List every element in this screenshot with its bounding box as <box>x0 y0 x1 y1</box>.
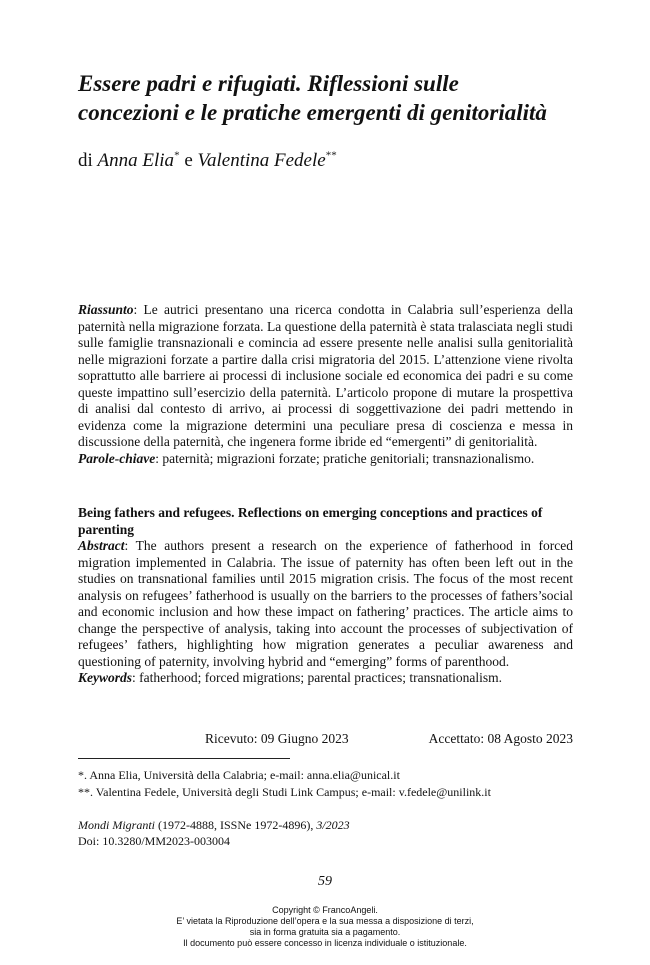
page-number: 59 <box>318 874 332 889</box>
author-1-footnote-mark: * <box>174 149 180 162</box>
journal-info <box>78 817 573 849</box>
author-2-name: Valentina Fedele <box>197 150 326 171</box>
copyright-notice <box>0 905 650 949</box>
author-line <box>78 149 337 173</box>
article-title <box>78 69 588 127</box>
footnote-author-2: **. Valentina Fedele, Università degli Studi Link Campus; e-mail: v.fedele@unilink.it <box>78 785 491 799</box>
english-title: Being fathers and refugees. Reflections on emerging conceptions and practices of parenting <box>78 505 543 537</box>
author-1-name: Anna Elia <box>97 150 175 171</box>
copyright-line-1: Copyright © FrancoAngeli. <box>272 905 378 915</box>
keywords-label: Keywords <box>78 670 132 685</box>
parole-chiave-label: Parole-chiave <box>78 450 156 466</box>
riassunto-label: Riassunto <box>78 302 134 317</box>
author-prefix: di <box>78 150 98 171</box>
journal-doi: Doi: 10.3280/MM2023-003004 <box>78 834 231 848</box>
copyright-line-3: sia in forma gratuita sia a pagamento. <box>249 927 401 937</box>
italian-keywords <box>78 451 573 468</box>
journal-issn: (1972-4888, ISSNe 1972-4896), <box>155 818 317 832</box>
copyright-line-2: E’ vietata la Riproduzione dell’opera e la sua messa a disposizione di terzi, <box>176 916 474 926</box>
italian-abstract <box>78 302 573 467</box>
author-conjunction: e <box>179 150 198 171</box>
footnote-divider <box>78 758 290 759</box>
journal-citation <box>78 817 573 833</box>
abstract-label: Abstract <box>78 538 125 553</box>
english-abstract-paragraph <box>78 538 573 670</box>
abstract-text: : The authors present a research on the experience of fatherhood in forced migration implemented in Calabria. The issue of paternity has often been left out in the studies on transnational families until 2015 migration crisis. The focus of the most recent analysis on refugees’ fatherhood is usually on the barriers to the processes of fathers’social and economic inclusion and how these impact on fathering’ practices. The article aims to change the perspective of analysis, taking into account the processes of subjectivation of refugees’ fathers, highlighting how migration generates a peculiar awareness and questioning of paternity, involving hybrid and “emerging” forms of parenthood. <box>78 538 573 669</box>
parole-chiave-text: : paternità; migrazioni forzate; pratiche genitoriali; transnazionalismo. <box>155 450 535 466</box>
title-line-1: Essere padri e rifugiati. Riflessioni sulle <box>78 71 459 96</box>
journal-name: Mondi Migranti <box>78 818 155 832</box>
received-date: Ricevuto: 09 Giugno 2023 <box>205 731 349 746</box>
riassunto-text: : Le autrici presentano una ricerca condotta in Calabria sull’esperienza della paternità nella migrazione forzata. La questione della paternità è stata tralasciata negli studi sulle famiglie transnazionali e comincia ad essere presente nelle analisi sulla genitorialità nelle migrazioni forzate a partire dalla crisi migratoria del 2015. L’attenzione viene rivolta soprattutto alle barriere ai processi di inclusione sociale ed economica dei padri e su come queste impattino sull’esercizio della paternità. L’articolo propone di mutare la prospettiva di analisi dal contesto di arrivo, ai processi di soggettivazione dei padri mettendo in evidenza come la migrazione determini una peculiare presa di coscienza e messa in discussione della paternità, che ingenera forme ibride ed “emergenti” di genitorialità. <box>78 302 573 449</box>
footnote-author-1: *. Anna Elia, Università della Calabria; e-mail: anna.elia@unical.it <box>78 768 400 782</box>
accepted-date: Accettato: 08 Agosto 2023 <box>428 731 573 746</box>
copyright-line-4: Il documento può essere concesso in licenza individuale o istituzionale. <box>183 938 467 948</box>
english-abstract <box>78 505 573 687</box>
title-line-2: concezioni e le pratiche emergenti di genitorialità <box>78 100 547 125</box>
english-keywords <box>78 670 573 687</box>
footnotes <box>78 767 573 801</box>
author-2-footnote-mark: ** <box>325 149 337 162</box>
italian-abstract-paragraph <box>78 302 573 451</box>
journal-issue: 3/2023 <box>316 818 350 832</box>
keywords-text: : fatherhood; forced migrations; parental practices; transnationalism. <box>132 670 502 685</box>
